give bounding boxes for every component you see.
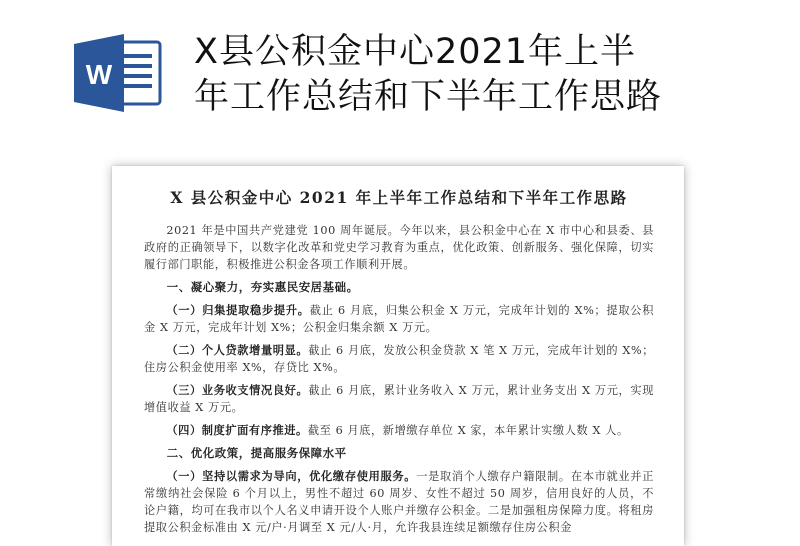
document-title: X 县公积金中心 2021 年上半年工作总结和下半年工作思路 [170,188,628,207]
item-body: 截至 6 月底，新增缴存单位 X 家，本年累计实缴人数 X 人。 [307,424,629,437]
word-icon-letter: W [85,59,113,90]
header-banner [0,0,800,140]
item-lead: （四）制度扩面有序推进。 [166,423,308,437]
item-body: 截止 6 月底，发放公积金贷款 X 笔 X 万元，完成年计划的 X%；住房公积金使用率 X%，存贷比 X%。 [144,344,655,374]
section-1-item-4 [144,422,654,439]
item-lead: （三）业务收支情况良好。 [166,383,309,397]
page-title [194,30,754,120]
item-lead: （二）个人贷款增量明显。 [166,343,309,357]
section-1-item-2 [144,342,654,376]
item-body: 一是取消个人缴存户籍限制。在本市就业并正常缴纳社会保险 6 个月以上，男性不超过 60 周岁、女性不超过 50 周岁，信用良好的人员，不论户籍，均可在我市以个人名义申请开设个人账户并缴存公积金。二是加强租房保障力度。将租房提取公积金标准由 X 元/户·月调至 X 元/人·月，允许我县连续足额缴存住房公积金 [144,470,654,534]
intro-paragraph: 2021 年是中国共产党建党 100 周年诞辰。今年以来，县公积金中心在 X 市中心和县委、县政府的正确领导下，以数字化改革和党史学习教育为重点，优化政策、创新服务、强化保障，切实履行部门职能，积极推进公积金各项工作顺利开展。 [144,224,654,271]
item-lead: （一）归集提取稳步提升。 [166,303,310,317]
document-page [112,166,684,546]
item-body: 截止 6 月底，累计业务收入 X 万元，累计业务支出 X 万元，实现增值收益 X 万元。 [144,384,654,414]
section-2-heading: 二、优化政策，提高服务保障水平 [166,446,347,460]
word-icon [74,34,164,112]
page-title-line-2: 年工作总结和下半年工作思路 [194,77,663,117]
section-1-item-3 [144,382,654,416]
page-title-line-1: X县公积金中心2021年上半 [194,32,637,72]
item-body: 截止 6 月底，归集公积金 X 万元，完成年计划的 X%；提取公积金 X 万元，完成年计划 X%；公积金归集余额 X 万元。 [144,304,654,334]
item-lead: （一）坚持以需求为导向，优化缴存使用服务。 [166,469,417,483]
section-1-heading: 一、凝心聚力，夯实惠民安居基础。 [166,280,359,294]
section-1-item-1 [144,302,654,336]
